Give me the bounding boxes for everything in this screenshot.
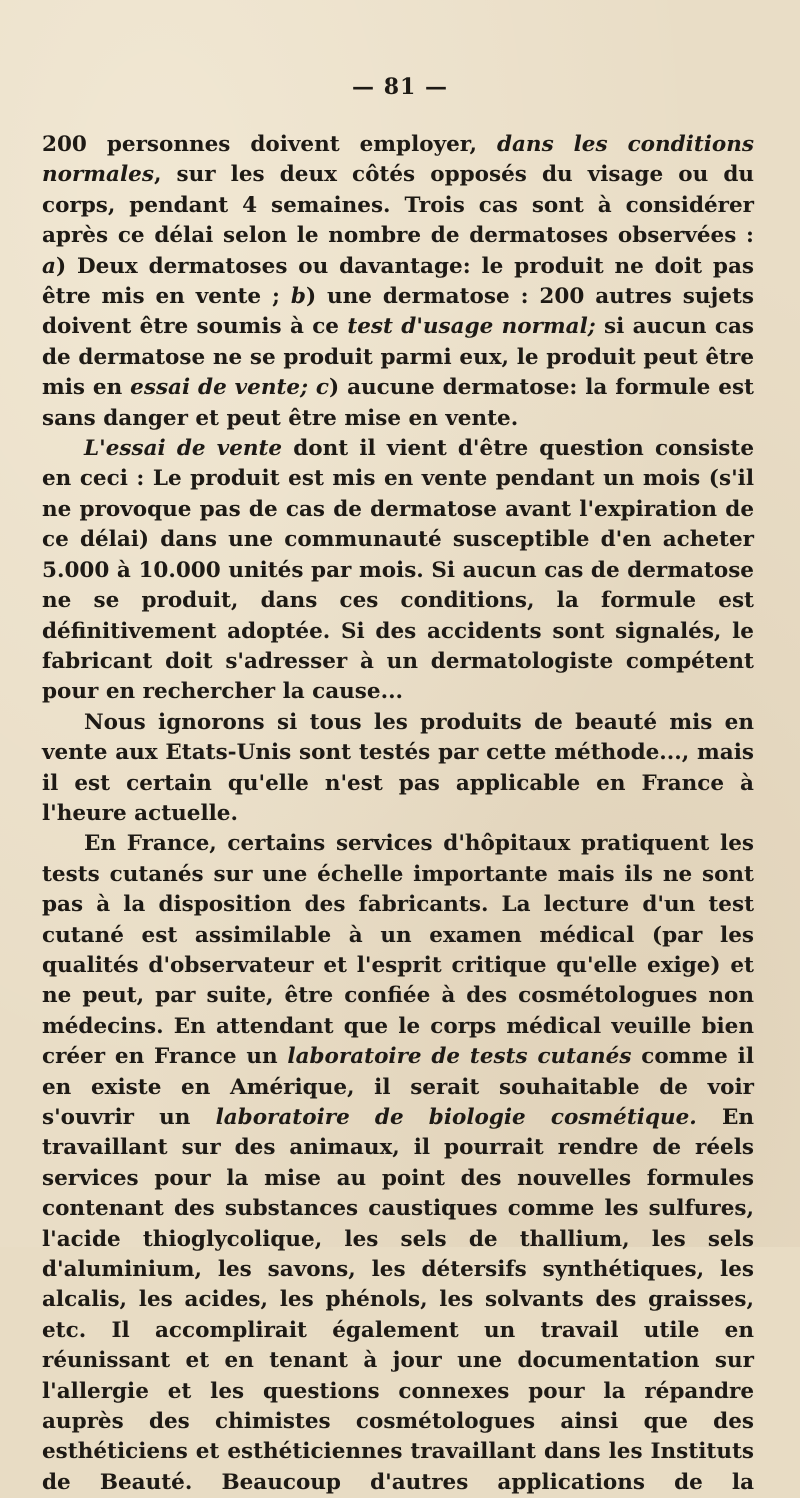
text-run: dont il vient d'être question consiste en ceci : Le produit est mis en vente pendant un mois (s'il ne provoque pas de cas de dermatose avant l'expiration de ce délai) dans une communauté susceptible d'en acheter 5.000 à 10.000 unités par mois. Si aucun cas de dermatose ne se produit, dans ces conditions, la formule est définitivement adoptée. Si des accidents sont signalés, le fabricant doit s'adresser à un dermatologiste compétent pour en rechercher la cause... — [42, 436, 755, 705]
text-run: comme il en existe en Amérique, il serait souhaitable de voir s'ouvrir un — [42, 1044, 754, 1130]
italic-run: b — [290, 284, 306, 310]
text-run: Nous ignorons si tous les produits de beauté mis en vente aux Etats-Unis sont testés par cette méthode..., mais il est certain qu'elle n'est pas applicable en France à l'heure actuelle. — [42, 709, 754, 826]
body-text — [42, 130, 754, 1498]
italic-run: L'essai de vente — [84, 436, 283, 462]
italic-run: laboratoire de biologie cosmétique. — [215, 1105, 697, 1130]
italic-run: dans les conditions normales — [42, 132, 755, 188]
paragraph-2 — [42, 434, 754, 708]
text-run: En travaillant sur des animaux, il pourrait rendre de réels services pour la mise au point des nouvelles formules contenant des substances caustiques comme les sulfures, l'acide thioglycolique, les sels de thallium, les sels d'aluminium, les savons, les détersifs synthétiques, les alcalis, les acides, les phénols, les solvants des graisses, etc. Il accomplirait également un travail utile en réunissant et en tenant à jour une documentation sur l'allergie et les questions connexes pour la répandre auprès des chimistes cosmétologues ainsi que des esthéticiens et esthéticiennes travaillant dans les Instituts de Beauté. Beaucoup d'autres applications de la — [42, 1105, 754, 1495]
paragraph-1 — [42, 130, 754, 434]
italic-run: essai de vente; c — [130, 375, 330, 401]
paragraph-4 — [42, 829, 754, 1498]
text-run: En France, certains services d'hôpitaux pratiquent les tests cutanés sur une échelle importante mais ils ne sont pas à la disposition des fabricants. La lecture d'un test cutané est assimilable à un examen médical (par les qualités d'observateur et l'esprit critique qu'elle exige) et ne peut, par suite, être confiée à des cosmétologues non médecins. En attendant que le corps médical veuille bien créer en France un — [42, 831, 754, 1070]
text-run: ) aucune dermatose: la formule est sans danger et peut être mise en vente. — [42, 375, 754, 431]
text-run: , sur les deux côtés opposés du visage ou du corps, pendant 4 semaines. Trois cas sont à considérer après ce délai selon le nombre de dermatoses observées : — [42, 162, 754, 249]
italic-run: laboratoire de tests cutanés — [287, 1044, 632, 1070]
page-number: — 81 — — [352, 74, 448, 100]
text-run: si aucun cas de dermatose ne se produit parmi eux, le produit peut être mis en — [42, 314, 754, 401]
text-run: 200 personnes doivent employer, — [42, 132, 497, 157]
text-run: ) une dermatose : 200 autres sujets doivent être soumis à ce — [42, 284, 754, 340]
text-run: ) Deux dermatoses ou davantage: le produit ne doit pas être mis en vente ; — [42, 253, 754, 310]
italic-run: a — [42, 253, 56, 279]
paragraph-3 — [42, 708, 754, 830]
italic-run: test d'usage normal; — [347, 314, 596, 340]
